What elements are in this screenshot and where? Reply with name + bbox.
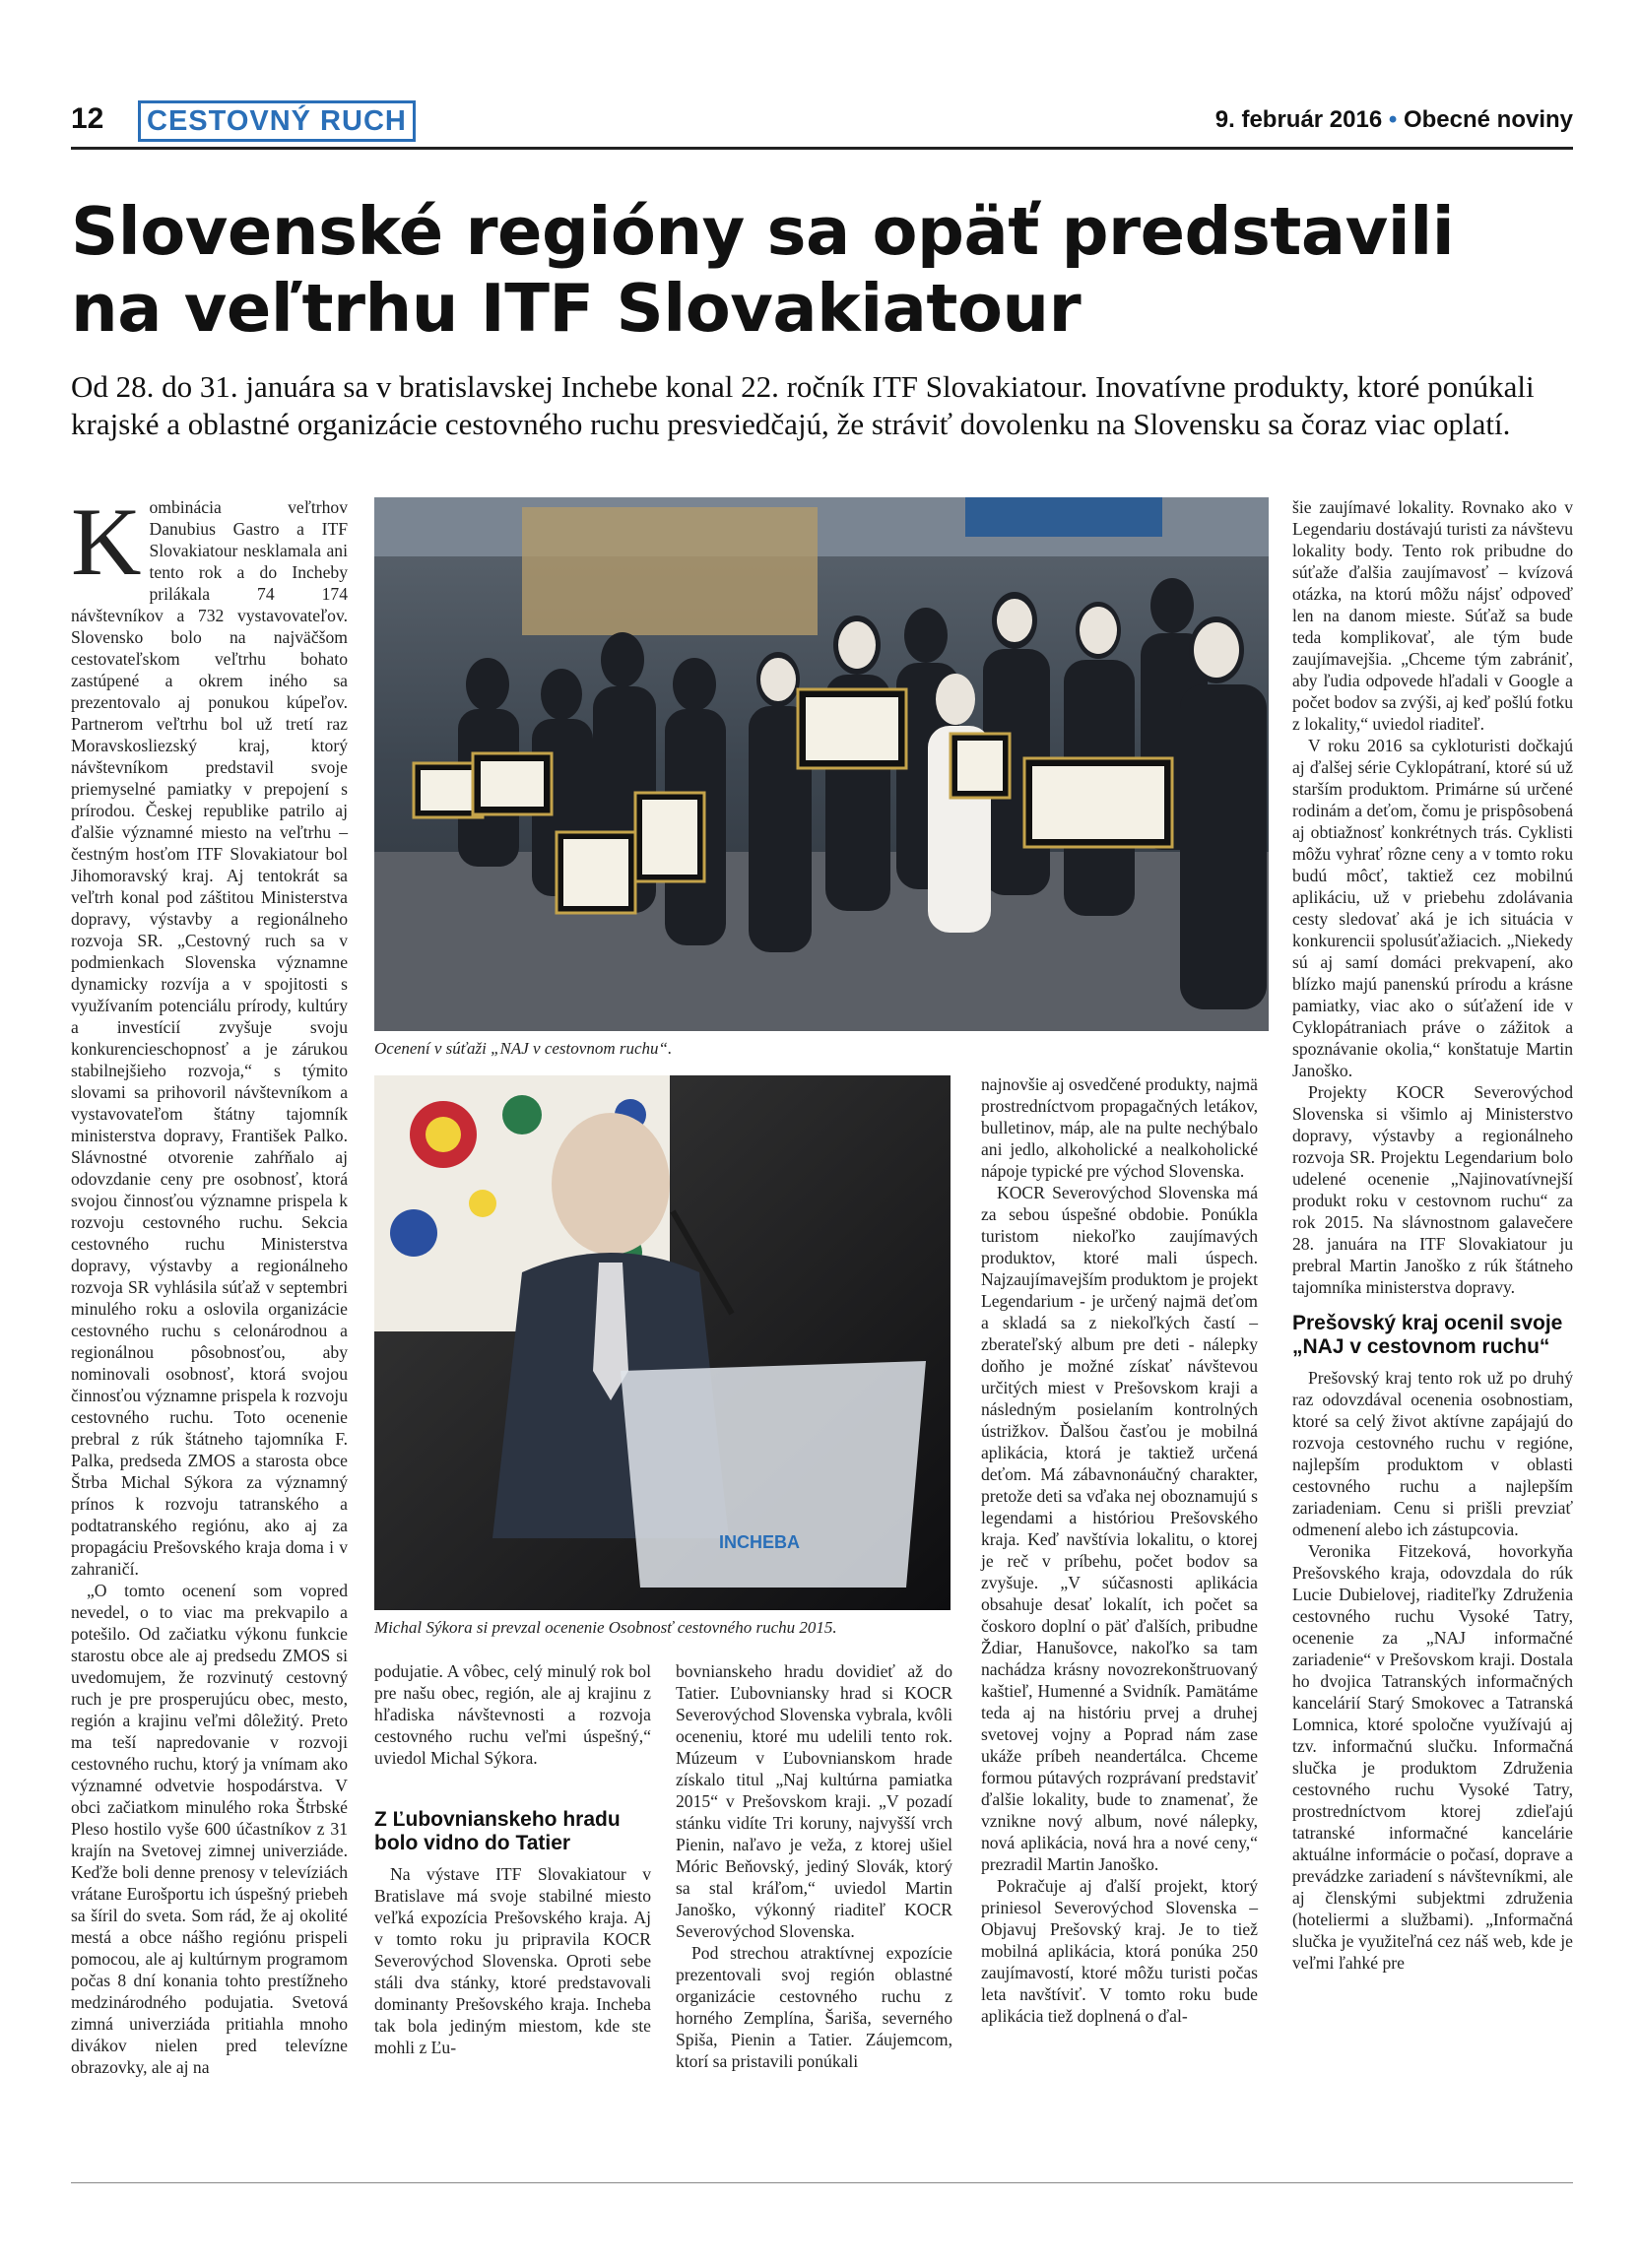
issue-date: 9. február 2016 <box>1214 106 1383 133</box>
paragraph: KOCR Severovýchod Slovenska má za sebou úspešné obdobie. Ponúkla turistom niekoľko zaujímavých produktov, ktoré mali úspech. Najzaujímavejším produktom je projekt Legendarium - je určený najmä deťom a skladá sa z niekoľkých častí – zberateľský album pre deti - nálepky doňho je možné získať návštevou určitých miest v Prešovskom kraji a následným posielaním kontrolných ústrižkov. Ďalšou časťou je mobilná aplikácia, ktorá je taktiež určená deťom. Má zábavnonáučný charakter, pretože deti sa vďaka nej oboznamujú s legendami a históriou Prešovského kraja. Keď navštívia lokalitu, o ktorej je reč v príbehu, počet bodov sa zvyšuje. „V súčasnosti aplikácia obsahuje desať lokalít, ich počet sa čoskoro doplní o päť ďalších, pribudne Ždiar, Hanušovce, nakoľko sa tam nachádza krásny novozrekonštruovaný kaštieľ, Humenné a Svidník. Pamätáme teda aj na históriu prvej a druhej svetovej vojny a Poprad nám zase ukáže príbeh neandertálca. Chceme formou pútavých rozprávaní predstaviť ďalšie lokality, bude to znamenať, že vznikne nový album, nové nálepky, nová aplikácia, nová hra a nové ceny,“ prezradil Martin Janoško. <box>981 1183 1258 1874</box>
column-3 <box>676 1660 952 2072</box>
footer-rule <box>71 2182 1573 2183</box>
incheba-logo-text: INCHEBA <box>719 1532 801 1552</box>
column-4 <box>981 1073 1258 2027</box>
paragraph: Prešovský kraj tento rok už po druhý raz odovzdával ocenenia osobnostiam, ktoré sa celý život aktívne zapájajú do rozvoja cestovného ruchu v regióne, najlepším produktom v oblasti cestovného ruchu a najlepším zariadeniam. Cenu si prišli prevziať odmenení alebo ich zástupcovia. <box>1292 1368 1573 1539</box>
paragraph: najnovšie aj osvedčené produkty, najmä prostredníctvom propagačných letákov, bulletinov, máp, ale na pulte nechýbalo ani jedlo, alkoholické a nealkoholické nápoje typické pre východ Slovenska. <box>981 1074 1258 1181</box>
section-label: CESTOVNÝ RUCH <box>138 100 416 142</box>
paragraph: Veronika Fitzeková, hovorkyňa Prešovského kraja, odovzdala do rúk Lucie Dubielovej, riaditeľky Združenia cestovného ruchu Vysoké Tatry, ocenenie za „NAJ informačné zariadenie“ v Prešovskom kraji. Dostala ho dvojica Tatranských informačných kancelárií Starý Smokovec a Tatranská Lomnica, ktoré spoločne využívajú aj tzv. informačnú slučku. Informačná slučka je produktom Združenia cestovného ruchu Vysoké Tatry, prostredníctvom ktorej zdieľajú tatranské informačné kancelárie aktuálne informácie o počasí, doprave a prevádzke zariadení s návštevníkmi, ale aj členskými subjektmi združenia (hoteliermi a službami). „Informačná slučka je využiteľná cez náš web, kde je veľmi ľahké pre <box>1292 1541 1573 1973</box>
article-headline <box>71 193 1578 347</box>
column-2 <box>374 1660 651 2058</box>
header-rule <box>71 147 1573 150</box>
paragraph: Pod strechou atraktívnej expozície prezentovali svoj región oblastné organizácie cestovného ruchu z horného Zemplína, Šariša, severného Spiša, Pienin a Tatier. Záujemcom, ktorí sa pristavili ponúkali <box>676 1943 952 2071</box>
paragraph: podujatie. A vôbec, celý minulý rok bol pre našu obec, región, ale aj krajinu z hľadiska návštevnosti a rozvoja cestovného ruchu veľmi úspešný,“ uviedol Michal Sýkora. <box>374 1661 651 1768</box>
column-5 <box>1292 496 1573 1974</box>
paragraph: bovnianskeho hradu dovidieť až do Tatier. Ľubovniansky hrad si KOCR Severovýchod Slovenska vybrala, kvôli oceneniu, ktoré mu udelili tento rok. Múzeum v Ľubovnianskom hrade získalo titul „Naj kultúrna pamiatka 2015“ v Prešovskom kraji. „V pozadí stánku vidíte Tri koruny, najvyšší vrch Pienin, naľavo je veža, z ktorej ušiel Móric Beňovský, jediný Slovák, ktorý sa stal kráľom,“ uviedol Martin Janoško, výkonný riaditeľ KOCR Severovýchod Slovenska. <box>676 1661 952 1941</box>
paragraph: šie zaujímavé lokality. Rovnako ako v Legendariu dostávajú turisti za návštevu lokality body. Tento rok pribudne do súťaže ďalšia zaujímavosť – kvízová otázka, na ktorú môžu nájsť odpoveď len na danom mieste. Súťaž sa bude teda komplikovať, ale tým bude zaujímavejšia. „Chceme tým zabrániť, aby ľudia odpovede hľadali v Google a počet bodov sa zvýši, aj keď pošlú fotku z lokality,“ uviedol riaditeľ. <box>1292 497 1574 734</box>
subheading-lubovna: Z Ľubovnianskeho hradu bolo vidno do Tatier <box>374 1808 621 1854</box>
headline-line-1: Slovenské regióny sa opäť predstavili <box>71 193 1455 270</box>
paragraph-text: ombinácia veľtrhov Danubius Gastro a ITF Slovakiatour nesklamala ani tento rok a do Incheby prilákala 74 174 návštevníkov a 732 vystavovateľov. Slovensko bolo na najväčšom cestovateľskom veľtrhu bohato zastúpené a okrem iného sa prezentovalo aj ponukou kúpeľov. Partnerom veľtrhu bol už tretí raz Moravskosliezský kraj, ktorý návštevníkom predstavil svoje priemyselné pamiatky v prepojení s prírodou. Českej republike patrilo aj ďalšie významné miesto na veľtrhu – čestným hosťom ITF Slovakiatour bol Jihomoravský kraj. Aj tentokrát sa veľtrh konal pod záštitou Ministerstva dopravy, výstavby a regionálneho rozvoja SR. „Cestovný ruch sa v podmienkach Slovenska významne dynamicky rozvíja a v spojitosti s využívaním potenciálu prírody, kultúry a investícií zvyšuje svoju konkurencieschopnosť a je zárukou stabilnejšieho rozvoja,“ s týmito slovami sa prihovoril návštevníkom a vystavovateľom štátny tajomník ministerstva dopravy, František Palko. Slávnostné otvorenie zahŕňalo aj odovzdanie ceny pre osobnosť, ktorá svojou činnosťou významne prispela k rozvoju cestovného ruchu. Sekcia cestovného ruchu Ministerstva dopravy, výstavby a regionálneho rozvoja SR vyhlásila súťaž v septembri minulého roku a oslovila organizácie cestovného ruchu s celonárodnou a regionálnou pôsobnosťou, aby nominovali osobnosť, ktorá svojou činnosťou významne prispela k rozvoju cestovného ruchu. Toto ocenenie prebral z rúk štátneho tajomníka F. Palka, predseda ZMOS a starosta obce Štrba Michal Sýkora za významný prínos k rozvoju tatranského a podtatranského regiónu, ako aj za propagáciu Prešovského kraja doma i v zahraničí. <box>71 497 348 1579</box>
headline-line-2: na veľtrhu ITF Slovakiatour <box>71 270 1082 347</box>
drop-cap: K <box>71 488 142 596</box>
page-number: 12 <box>71 102 104 135</box>
paragraph: Pokračuje aj ďalší projekt, ktorý priniesol Severovýchod Slovenska – Objavuj Prešovský kraj. Je to tiež mobilná aplikácia, ktorá ponúka 250 zaujímavostí, ktoré môžu turisti počas leta navštíviť. V tomto roku bude aplikácia tiež doplnená o ďal- <box>981 1876 1258 2026</box>
photo-speaker-image <box>374 1075 951 1610</box>
column-1 <box>71 488 348 2078</box>
paragraph <box>71 488 348 1580</box>
paragraph: Projekty KOCR Severovýchod Slovenska si všimlo aj Ministerstvo dopravy, výstavby a regionálneho rozvoja SR. Projektu Legendarium bolo udelené ocenenie „Najinovatívnejší produkt roku v cestovnom ruchu“ za rok 2015. Na slávnostnom galavečere 28. januára na ITF Slovakiatour ju prebral Martin Janoško z rúk štátneho tajomníka ministerstva dopravy. <box>1292 1082 1573 1297</box>
separator-dot: • <box>1388 106 1398 133</box>
photo-award-group <box>374 497 1269 1031</box>
photo-award-group-image <box>374 497 1269 1031</box>
photo-speaker <box>374 1075 951 1610</box>
issue-info <box>1215 106 1573 134</box>
paragraph: V roku 2016 sa cykloturisti dočkajú aj ďalšej série Cyklopátraní, ktoré sú už starším produktom. Primárne sú určené rodinám a deťom, čomu je prispôsobená aj obtiažnosť konkrétnych trás. Cyklisti môžu vyhrať rôzne ceny a v tomto roku budú môcť, taktiež cez mobilnú aplikáciu, už v priebehu zdolávania cesty sledovať aká je ich situácia v konkurencii spolusúťažiacich. „Niekedy sú aj samí domáci prekvapení, ako blízko majú panenskú prírodu a krásne pamiatky, viac ako o súťažení ide v Cyklopátraniach práve o zážitok a spoznávanie okolia,“ konštatuje Martin Janoško. <box>1292 736 1573 1080</box>
photo-caption-1: Ocenení v súťaži „NAJ v cestovnom ruchu“. <box>374 1039 673 1058</box>
photo-caption-2: Michal Sýkora si prevzal ocenenie Osobnosť cestovného ruchu 2015. <box>374 1618 837 1637</box>
page-header <box>71 97 1573 144</box>
paragraph: „O tomto ocenení som vopred nevedel, o to viac ma prekvapilo a potešilo. Od začiatku výkonu funkcie starostu obce ale aj predsedu ZMOS si uvedomujem, že rozvinutý cestovný ruch je pre prosperujúcu obec, mesto, región a krajinu veľmi dôležitý. Preto ma teší napredovanie v rozvoji cestovného ruchu, ktorý ja vnímam ako významné odvetvie hospodárstva. V obci začiatkom minulého roka Štrbské Pleso hostilo vyše 600 účastníkov z 31 krajín na Svetovej zimnej univerziáde. Keďže boli denne prenosy v televíziách vrátane Eurošportu ich úspešný priebeh sa šíril do sveta. Som rád, že aj okolité mestá a obce nášho regiónu prispeli pomocou, ale aj kultúrnym programom počas 8 dní konania tohto prestížneho medzinárodného podujatia. Svetová zimná univerziáda pritiahla mnoho divákov nielen pred televízne obrazovky, ale aj na <box>71 1581 348 2077</box>
paragraph: Na výstave ITF Slovakiatour v Bratislave má svoje stabilné miesto veľká expozícia Prešovského kraja. Aj v tomto roku ju pripravila KOCR Severovýchod Slovenska. Oproti sebe stáli dva stánky, ktoré predstavovali dominanty Prešovského kraja. Incheba tak bola jediným miestom, kde ste mohli z Ľu- <box>374 1864 651 2057</box>
subheading-presov: Prešovský kraj ocenil svoje „NAJ v cestovnom ruchu“ <box>1292 1312 1563 1358</box>
publication-name: Obecné noviny <box>1403 106 1573 133</box>
article-lead: Od 28. do 31. januára sa v bratislavskej Inchebe konal 22. ročník ITF Slovakiatour. Inovatívne produkty, ktoré ponúkali krajské a oblastné organizácie cestovného ruchu presviedčajú, že stráviť dovolenku na Slovensku sa čoraz viac oplatí. <box>71 369 1535 441</box>
